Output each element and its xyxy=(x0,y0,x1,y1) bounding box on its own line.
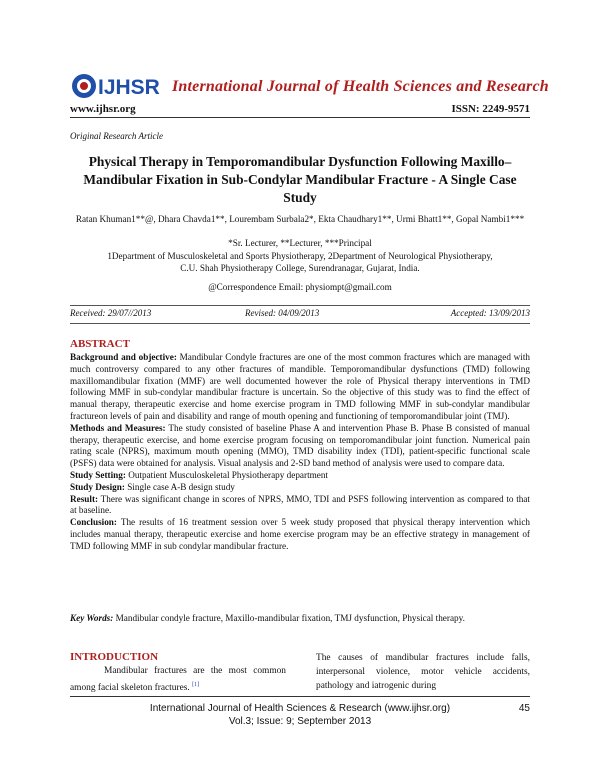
abstract-setting xyxy=(70,470,530,482)
accepted-date: Accepted: 13/09/2013 xyxy=(450,308,530,318)
abstract-heading: ABSTRACT xyxy=(70,338,130,350)
footer-divider xyxy=(70,696,530,697)
affiliation-line: C.U. Shah Physiotherapy College, Surendranagar, Gujarat, India. xyxy=(180,263,420,273)
section-label: Study Setting: xyxy=(70,469,126,480)
introduction-left-column xyxy=(70,664,286,695)
logo-text: IJHSR xyxy=(98,76,160,99)
affiliations xyxy=(70,250,530,274)
section-text: The results of 16 treatment session over 5 week study proposed that physical therapy intervention which includes manual therapy, therapeutic exercise and home exercise program may be an effective strategy in management of TMD following MMF in sub condylar mandibular fracture. xyxy=(70,517,530,551)
section-text: Single case A-B design study xyxy=(124,481,235,492)
section-label: Methods and Measures: xyxy=(70,422,166,433)
header-divider xyxy=(70,117,530,118)
abstract-methods xyxy=(70,423,530,470)
received-date: Received: 29/07//2013 xyxy=(70,308,152,318)
article-dates xyxy=(70,308,530,322)
revised-date: Revised: 04/09/2013 xyxy=(245,308,320,318)
article-title: Physical Therapy in Temporomandibular Dysfunction Following Maxillo–Mandibular Fixation in Sub-Condylar Mandibular Fracture - A Single Case Study xyxy=(83,154,517,205)
keywords-text: Mandibular condyle fracture, Maxillo-mandibular fixation, TMJ dysfunction, Physical therapy. xyxy=(113,613,465,623)
abstract-background xyxy=(70,352,530,423)
page-number: 45 xyxy=(518,703,530,714)
section-text: Outpatient Musculoskeletal Physiotherapy department xyxy=(125,469,328,480)
logo-graphic xyxy=(70,72,168,100)
footer-issue: Vol.3; Issue: 9; September 2013 xyxy=(228,716,372,727)
introduction-heading: INTRODUCTION xyxy=(70,651,159,663)
section-text: Mandibular Condyle fractures are one of the most common fractures which are managed with much controversy compared to any other fractures of mandible. Temporomandibular dysfunctions (TMD) following maxillomandibular fixation (MMF) are well documented however the role of Physical therapy interventions in TMD following MMF in sub-condylar mandibular fracture is uncertain. So the objective of this study was to find the effect of manual therapy, therapeutic exercise and home exercise program in TMD following MMF in sub-condylar mandibular fractureon levels of pain and disability and range of mouth opening and functioning of temporomandibular joint (TMJ). xyxy=(70,352,530,421)
author-roles: *Sr. Lecturer, **Lecturer, ***Principal xyxy=(228,238,372,248)
abstract-conclusion xyxy=(70,517,530,552)
author-list: Ratan Khuman1**@, Dhara Chavda1**, Lourembam Surbala2*, Ekta Chaudhary1**, Urmi Bhatt1**, Gopal Nambi1*** xyxy=(75,214,525,224)
journal-title: International Journal of Health Sciences and Research xyxy=(172,78,549,95)
keywords xyxy=(70,612,530,624)
journal-logo xyxy=(70,72,168,100)
section-text: The study consisted of baseline Phase A and intervention Phase B. Phase B consisted of manual therapy, therapeutic exercise, and home exercise program focusing on temporomandibular joint function. Numerical pain rating scale (NPRS), maximum mouth opening (MMO), TMD disability index (TDI), patient-specific functional scale (PSFS) data were obtained for analysis. Visual analysis and 2-SD band method of analysis were used to compare data. xyxy=(70,422,530,469)
section-label: Background and objective: xyxy=(70,352,177,362)
footer-journal: International Journal of Health Sciences & Research (www.ijhsr.org) xyxy=(149,703,451,714)
section-text: There was significant change in scores of NPRS, MMO, TDI and PSFS following intervention as compared to that at baseline. xyxy=(70,493,530,516)
dates-divider-bottom xyxy=(70,323,530,324)
introduction-left-text: Mandibular fractures are the most common among facial skeleton fractures. xyxy=(70,666,286,694)
correspondence-email[interactable]: @Correspondence Email: physiompt@gmail.com xyxy=(208,282,392,292)
abstract-body xyxy=(70,352,530,553)
section-label: Result: xyxy=(70,493,99,504)
section-label: Conclusion: xyxy=(70,517,117,528)
citation-link[interactable]: [1] xyxy=(192,682,200,688)
dates-divider-top xyxy=(70,305,530,306)
affiliation-line: 1Department of Musculoskeletal and Sports Physiotherapy, 2Department of Neurological Physiotherapy, xyxy=(107,251,493,261)
journal-website[interactable]: www.ijhsr.org xyxy=(70,103,136,115)
introduction-right-column: The causes of mandibular fractures include falls, interpersonal violence, motor vehicle accidents, pathology and iatrogenic during xyxy=(316,653,530,691)
journal-issn: ISSN: 2249-9571 xyxy=(451,103,530,115)
abstract-result xyxy=(70,494,530,518)
article-type: Original Research Article xyxy=(70,131,163,141)
abstract-design xyxy=(70,482,530,494)
keywords-label: Key Words: xyxy=(70,613,114,623)
section-label: Study Design: xyxy=(70,481,125,492)
